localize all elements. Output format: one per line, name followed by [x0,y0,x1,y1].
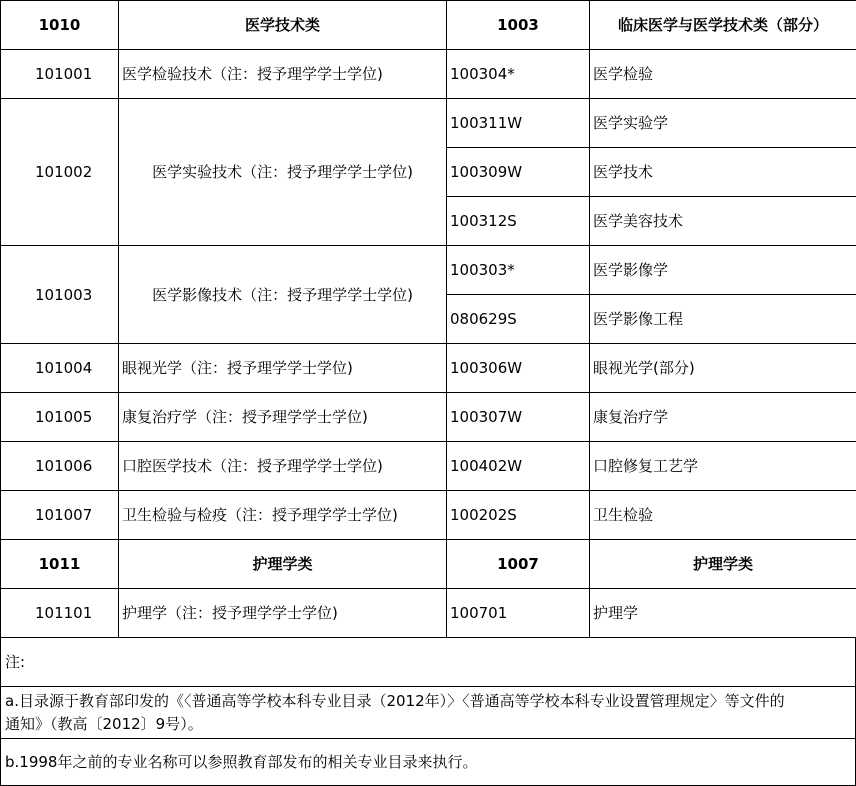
table-row [1,50,856,99]
header-code-old: 1003 [447,1,590,50]
header-category-new: 医学技术类 [119,1,447,50]
table-row [1,99,856,148]
old-major-name: 医学实验学 [590,99,856,148]
major-name: 护理学（注：授予理学学士学位) [119,589,447,638]
major-name: 医学实验技术（注：授予理学学士学位) [119,99,447,246]
old-major-name: 医学技术 [590,148,856,197]
section-header-row [1,540,856,589]
major-name: 医学检验技术（注：授予理学学士学位) [119,50,447,99]
old-major-code: 100306W [447,344,590,393]
header-code-new: 1011 [1,540,119,589]
old-major-code: 100309W [447,148,590,197]
old-major-code: 100304* [447,50,590,99]
old-major-name: 护理学 [590,589,856,638]
old-major-code: 100402W [447,442,590,491]
note-b: b.1998年之前的专业名称可以参照教育部发布的相关专业目录来执行。 [1,739,855,786]
old-major-name: 医学美容技术 [590,197,856,246]
old-major-code: 100701 [447,589,590,638]
notes-title: 注: [1,638,855,687]
old-major-code: 100311W [447,99,590,148]
old-major-name: 口腔修复工艺学 [590,442,856,491]
table-row [1,344,856,393]
old-major-name: 卫生检验 [590,491,856,540]
major-name: 口腔医学技术（注：授予理学学士学位) [119,442,447,491]
major-code: 101003 [1,246,119,344]
note-a-line2: 通知》（教高〔2012〕9号）。 [5,715,203,733]
header-code-old: 1007 [447,540,590,589]
major-name: 卫生检验与检疫（注：授予理学学士学位) [119,491,447,540]
header-category-old: 临床医学与医学技术类（部分） [590,1,856,50]
old-major-code: 100307W [447,393,590,442]
major-name: 医学影像技术（注：授予理学学士学位) [119,246,447,344]
table-row [1,491,856,540]
old-major-code: 080629S [447,295,590,344]
old-major-code: 100202S [447,491,590,540]
table-row [1,589,856,638]
header-code-new: 1010 [1,1,119,50]
major-code: 101101 [1,589,119,638]
section-header-row [1,1,856,50]
table-row [1,393,856,442]
old-major-name: 康复治疗学 [590,393,856,442]
table-row [1,442,856,491]
note-a [1,687,855,739]
table-row [1,246,856,295]
major-name: 康复治疗学（注：授予理学学士学位) [119,393,447,442]
old-major-name: 医学影像学 [590,246,856,295]
major-code: 101005 [1,393,119,442]
notes-section [0,638,856,786]
old-major-name: 医学检验 [590,50,856,99]
old-major-name: 眼视光学(部分) [590,344,856,393]
old-major-name: 医学影像工程 [590,295,856,344]
old-major-code: 100303* [447,246,590,295]
major-code: 101004 [1,344,119,393]
old-major-code: 100312S [447,197,590,246]
header-category-old: 护理学类 [590,540,856,589]
major-name: 眼视光学（注：授予理学学士学位) [119,344,447,393]
major-code: 101001 [1,50,119,99]
note-a-line1: a.目录源于教育部印发的《〈普通高等学校本科专业目录（2012年）〉〈普通高等学校本科专业设置管理规定〉等文件的 [5,692,785,710]
major-code: 101006 [1,442,119,491]
major-code: 101007 [1,491,119,540]
major-code: 101002 [1,99,119,246]
header-category-new: 护理学类 [119,540,447,589]
